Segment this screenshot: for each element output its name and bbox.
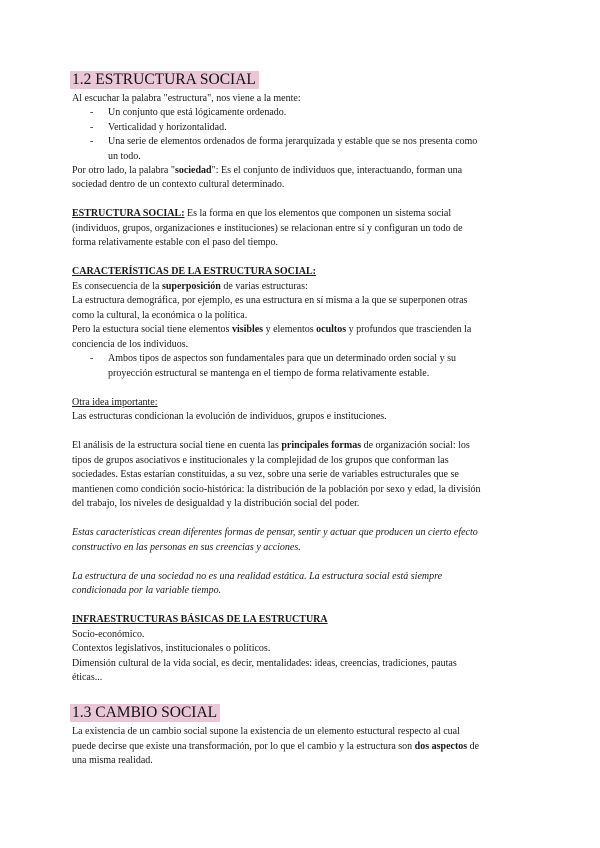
heading-infraestructuras: INFRAESTRUCTURAS BÁSICAS DE LA ESTRUCTURA [72,614,328,625]
bullet-item: Verticalidad y horizontalidad. [108,122,227,133]
bullet-dash: - [90,136,94,147]
italic-paragraph-2-line-1: La estructura de una sociedad no es una realidad estática. La estructura social está siempre [72,571,443,582]
cambio-line-1: La existencia de un cambio social supone la existencia de un elemento estuctural respecto al cual [72,726,460,737]
otra-idea-text: Las estructuras condicionan la evolución de individuos, grupos e instituciones. [72,411,387,422]
term-estructura-social: ESTRUCTURA SOCIAL: [72,208,185,219]
italic-paragraph-1-line-1: Estas características crean diferentes formas de pensar, sentir y actuar que producen un cierto efecto [72,527,478,538]
bullet-item: Ambos tipos de aspectos son fundamentales para que un determinado orden social y su [108,353,456,364]
infra-line-2: Contextos legislativos, institucionales o políticos. [72,643,271,654]
cambio-line-2: puede decirse que existe una transformación, por lo que el cambio y la estructura son dos aspectos de [72,741,480,752]
caracteristicas-line-3: como la cultural, la económica o la política. [72,310,248,321]
intro-line: Al escuchar la palabra "estructura", nos viene a la mente: [72,93,301,104]
section-title-estructura-social: 1.2 ESTRUCTURA SOCIAL [70,71,259,89]
bullet-item: Una serie de elementos ordenados de forma jerarquizada y estable que se nos presenta como [108,136,478,147]
infra-line-3: Dimensión cultural de la vida social, es decir, mentalidades: ideas, creencias, tradiciones, pautas [72,658,457,669]
caracteristicas-line-1: Es consecuencia de la superposición de varias estructuras: [72,281,308,292]
infra-line-4: éticas... [72,672,103,683]
cambio-line-3: una misma realidad. [72,755,153,766]
caracteristicas-line-4: Pero la estuctura social tiene elementos visibles y elementos ocultos y profundos que trascienden la [72,324,472,335]
infra-line-1: Socio-económico. [72,629,145,640]
caracteristicas-line-2: La estructura demográfica, por ejemplo, es una estructura en sí misma a la que se superponen otras [72,295,468,306]
term-sociedad: sociedad [174,165,212,176]
section-title-cambio-social: 1.3 CAMBIO SOCIAL [70,704,220,722]
caracteristicas-line-5: conciencia de los individuos. [72,339,189,350]
estructura-definition-2: (individuos, grupos, organizaciones e instituciones) se relacionan entre sí y configuran un todo de [72,223,463,234]
analisis-line-5: del trabajo, los niveles de desigualdad y la distribución social del poder. [72,498,360,509]
italic-paragraph-1-line-2: constructivo en las personas en sus creencias y acciones. [72,542,301,553]
analisis-line-3: sociedades. Estas estarían constituidas, a su vez, sobre una serie de variables estructurales que se [72,469,459,480]
estructura-definition: ESTRUCTURA SOCIAL: Es la forma en que los elementos que componen un sistema social [72,208,452,219]
sociedad-definition-line-2: sociedad dentro de un contexto cultural determinado. [72,179,285,190]
bullet-item-continuation: un todo. [108,151,141,162]
bullet-dash: - [90,107,94,118]
heading-caracteristicas: CARACTERÍSTICAS DE LA ESTRUCTURA SOCIAL: [72,266,316,277]
analisis-line-4: mantienen como condición socio-histórica: la distribución de la población por sexo y edad, la división [72,484,481,495]
analisis-line-2: tipos de grupos asociativos e institucionales y la complejidad de los grupos que conforman las [72,455,449,466]
italic-paragraph-2-line-2: condicionada por la variable tiempo. [72,585,222,596]
estructura-definition-3: forma relativamente estable con el paso del tiempo. [72,237,279,248]
analisis-line-1: El análisis de la estructura social tiene en cuenta las principales formas de organización social: los [72,440,470,451]
bullet-dash: - [90,122,94,133]
bullet-item-continuation: proyección estructural se mantenga en el tiempo de forma relativamente estable. [108,368,430,379]
bullet-dash: - [90,353,94,364]
bullet-item: Un conjunto que está lógicamente ordenado. [108,107,287,118]
heading-otra-idea: Otra idea importante: [72,397,158,408]
sociedad-definition-line: Por otro lado, la palabra "sociedad": Es el conjunto de individuos que, interactuando, forman una [72,165,463,176]
